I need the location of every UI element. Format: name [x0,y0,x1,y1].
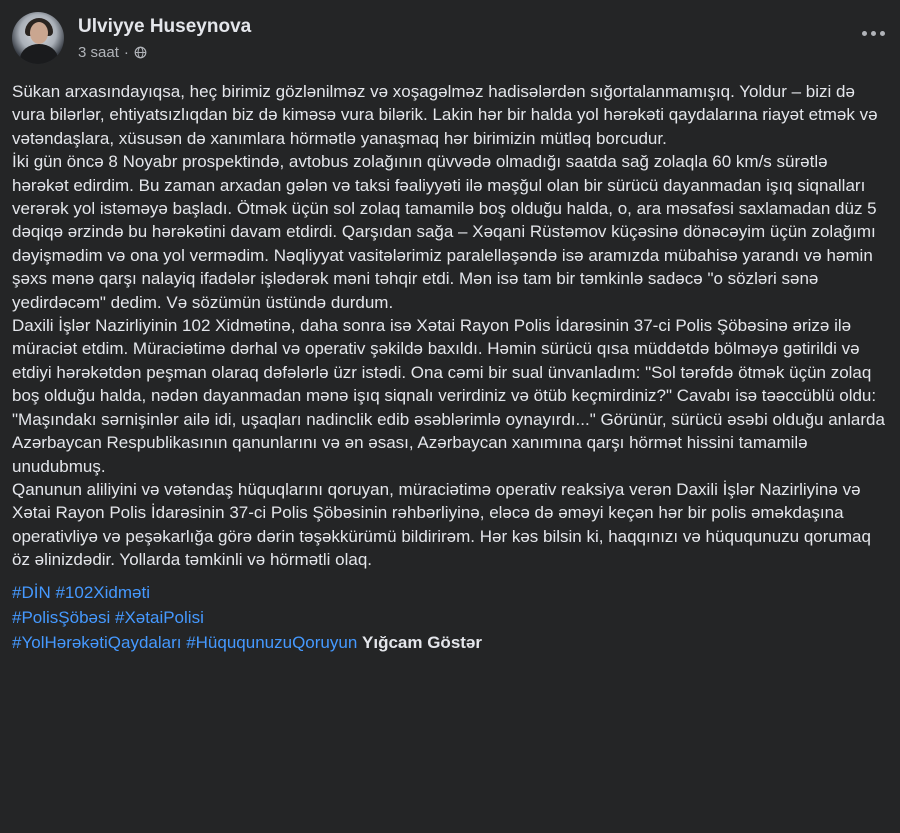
post-paragraph: Daxili İşlər Nazirliyinin 102 Xidmətinə, daha sonra isə Xətai Rayon Polis İdarəsinin 37-ci Polis Şöbəsinə ərizə ilə müraciət etdim. Müraciətimə dərhal və operativ şəkildə baxıldı. Həmin sürücü qısa müddətdə bölməyə gətirildi və etdiyi hərəkətdən peşman olaraq dəfələrlə üzr istədi. Ona cəmi bir sual ünvanladım: "Sol tərəfdə ötmək üçün zolaq boş olduğu halda, nədən dayanmadan mənə işıq siqnalı verirdiniz və ötüb keçmirdiniz?" Cavabı isə təəccüblü oldu: "Maşındakı sərnişinlər ailə idi, uşaqları nadinclik edib əsəblərimlə oynayırdı..." Görünür, sürücü əsəbi olduğu anlarda Azərbaycan Respublikasının qanunlarını və ən əsası, Azərbaycan xanımına qarşı hörmət hissini tamamilə unudubmuş. [12,316,885,476]
post-body [12,80,888,655]
hashtag-xetai-polisi[interactable]: #XətaiPolisi [115,607,204,627]
post-paragraph: Sükan arxasındayıqsa, heç birimiz gözlənilməz və xoşagəlməz hadisələrdən sığortalanmamışıq. Yoldur – bizi də vura bilərlər, ehtiyatsızlıqdan biz də kiməsə vura bilərik. Lakin hər bir halda yol hərəkəti qaydalarına riayət etmək və vətəndaşlara, xüsusən də xanımlara hörmətlə yanaşmaq hər birimizin mütləq borcudur. [12,82,878,148]
hashtag-list [12,580,888,655]
hashtag-102xidmeti[interactable]: #102Xidməti [55,582,150,602]
more-options-icon[interactable] [862,26,888,40]
hashtag-yol-hereketi-qaydalari[interactable]: #YolHərəkətiQaydaları [12,632,182,652]
globe-icon[interactable] [134,46,147,59]
meta-separator: · [123,44,129,61]
hashtag-huququnuzu-qoruyun[interactable]: #HüququnuzuQoruyun [186,632,358,652]
author-name[interactable]: Ulviyye Huseynova [78,16,252,37]
post-header [12,12,888,66]
post-paragraph: Qanunun aliliyini və vətəndaş hüquqlarını qoruyan, müraciətimə operativ reaksiya verən Daxili İşlər Nazirliyinə və Xətai Rayon Polis İdarəsinin 37-ci Polis Şöbəsinin rəhbərliyinə, eləcə də əməyi keçən hər bir polis əməkdaşına operativliyə və peşəkarlığa görə dərin təşəkkürümü bildirirəm. Hər kəs bilsin ki, haqqınızı və hüququnuzu qorumaq öz əlinizdədir. Yollarda təmkinli və hörmətli olaq. [12,479,871,570]
see-less-button[interactable]: Yığcam Göstər [362,632,483,652]
author-avatar[interactable] [12,12,64,64]
hashtag-polis-sobesi[interactable]: #PolisŞöbəsi [12,607,111,627]
hashtag-din[interactable]: #DİN [12,582,51,602]
post-paragraph: İki gün öncə 8 Noyabr prospektində, avtobus zolağının qüvvədə olmadığı saatda sağ zolaqla 60 km/s sürətlə hərəkət edirdim. Bu zaman arxadan gələn və taksi fəaliyyəti ilə məşğul olan bir sürücü dayanmadan işıq siqnalları verərək yol istəməyə başladı. Ötmək üçün sol zolaq tamamilə boş olduğu halda, o, ara məsafəsi saxlamadan düz 5 dəqiqə ərzində bu hərəkətini davam etdirdi. Qarşıdan sağa – Xəqani Rüstəmov küçəsinə dönəcəyim üçün zolağımı dəyişmədim və ona yol vermədim. Nəqliyyat vasitələrimiz paralelləşəndə isə aramızda mübahisə yarandı və həmin şəxs mənə qarşı nalayiq ifadələr işlədərək məni təhqir etdi. Mən isə tam bir təmkinlə sadəcə "o sözləri sənə yedirdəcəm" dedim. Və sözümün üstündə durdum. [12,152,877,312]
post-meta [78,44,147,61]
post-time[interactable]: 3 saat [78,44,119,61]
